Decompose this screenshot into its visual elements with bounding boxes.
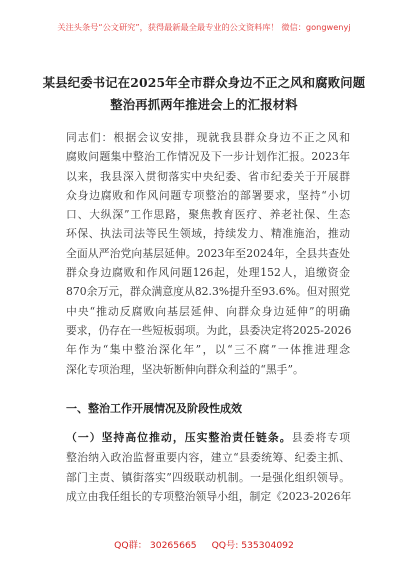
intro-line: 群众身边腐败和作风问题126起，处理152人，追缴资金: [66, 266, 350, 280]
intro-line: 以来，我县深入贯彻落实中央纪委、省市纪委关于开展群: [66, 169, 350, 183]
subsection-first-line: [66, 428, 350, 448]
top-banner: 关注头条号“公文研究”，获得最新最全最专业的公文资料库！ 微信：gongwenyj: [57, 22, 351, 32]
title-line-2: 整治再抓两年推进会上的汇报材料: [110, 97, 298, 112]
subsection-heading: （一）坚持高位推动，压实整治责任链条。: [66, 431, 292, 444]
footer-qq-number: QQ号: 535304092: [211, 540, 294, 551]
title-line-1: 某县纪委书记在2025年全市群众身边不正之风和腐败问题: [42, 75, 366, 90]
intro-line: 腐败问题集中整治工作情况及下一步计划作汇报。2023年: [66, 150, 350, 164]
intro-line: 环保、执法司法等民生领域，持续发力、精准施治，推动: [66, 227, 350, 241]
intro-paragraph: [66, 128, 350, 379]
intro-line: 870余万元，群众满意度从82.3%提升至93.6%。但对照党: [66, 285, 350, 299]
subsection-paragraph: [66, 428, 350, 507]
subsection-line: 成立由我任组长的专项整治领导小组，制定《2023-2026年: [66, 490, 352, 504]
subsection-line: 县委将专项: [291, 431, 351, 444]
section-heading: 一、整治工作开展情况及阶段性成效: [66, 402, 242, 415]
intro-line: 全面从严治党向基层延伸。2023年至2024年，全县共查处: [66, 246, 350, 260]
intro-line: 中央“推动反腐败向基层延伸、向群众身边延伸”的明确: [66, 304, 350, 318]
intro-line: 同志们：根据会议安排，现就我县群众身边不正之风和: [66, 131, 350, 144]
intro-line: 年作为“集中整治深化年”，以“三不腐”一体推进理念: [66, 343, 350, 357]
intro-line: 要求，仍存在一些短板弱项。为此，县委决定将2025-2026: [66, 323, 352, 337]
footer-contact: [0, 537, 408, 551]
document-title: [40, 72, 368, 116]
intro-line: 众身边腐败和作风问题专项整治的部署要求，坚持“小切: [66, 188, 350, 202]
subsection-line: 部门主责、镇街落实”四级联动机制。一是强化组织领导。: [66, 470, 350, 484]
intro-line: 深化专项治理，坚决斩断伸向群众利益的“黑手”。: [66, 362, 304, 376]
footer-qq-group: QQ群： 30265665: [114, 540, 197, 551]
intro-line: 口、大纵深”工作思路，聚焦教育医疗、养老社保、生态: [66, 208, 350, 222]
subsection-line: 整治纳入政治监督重要内容，建立“县委统筹、纪委主抓、: [66, 450, 350, 464]
